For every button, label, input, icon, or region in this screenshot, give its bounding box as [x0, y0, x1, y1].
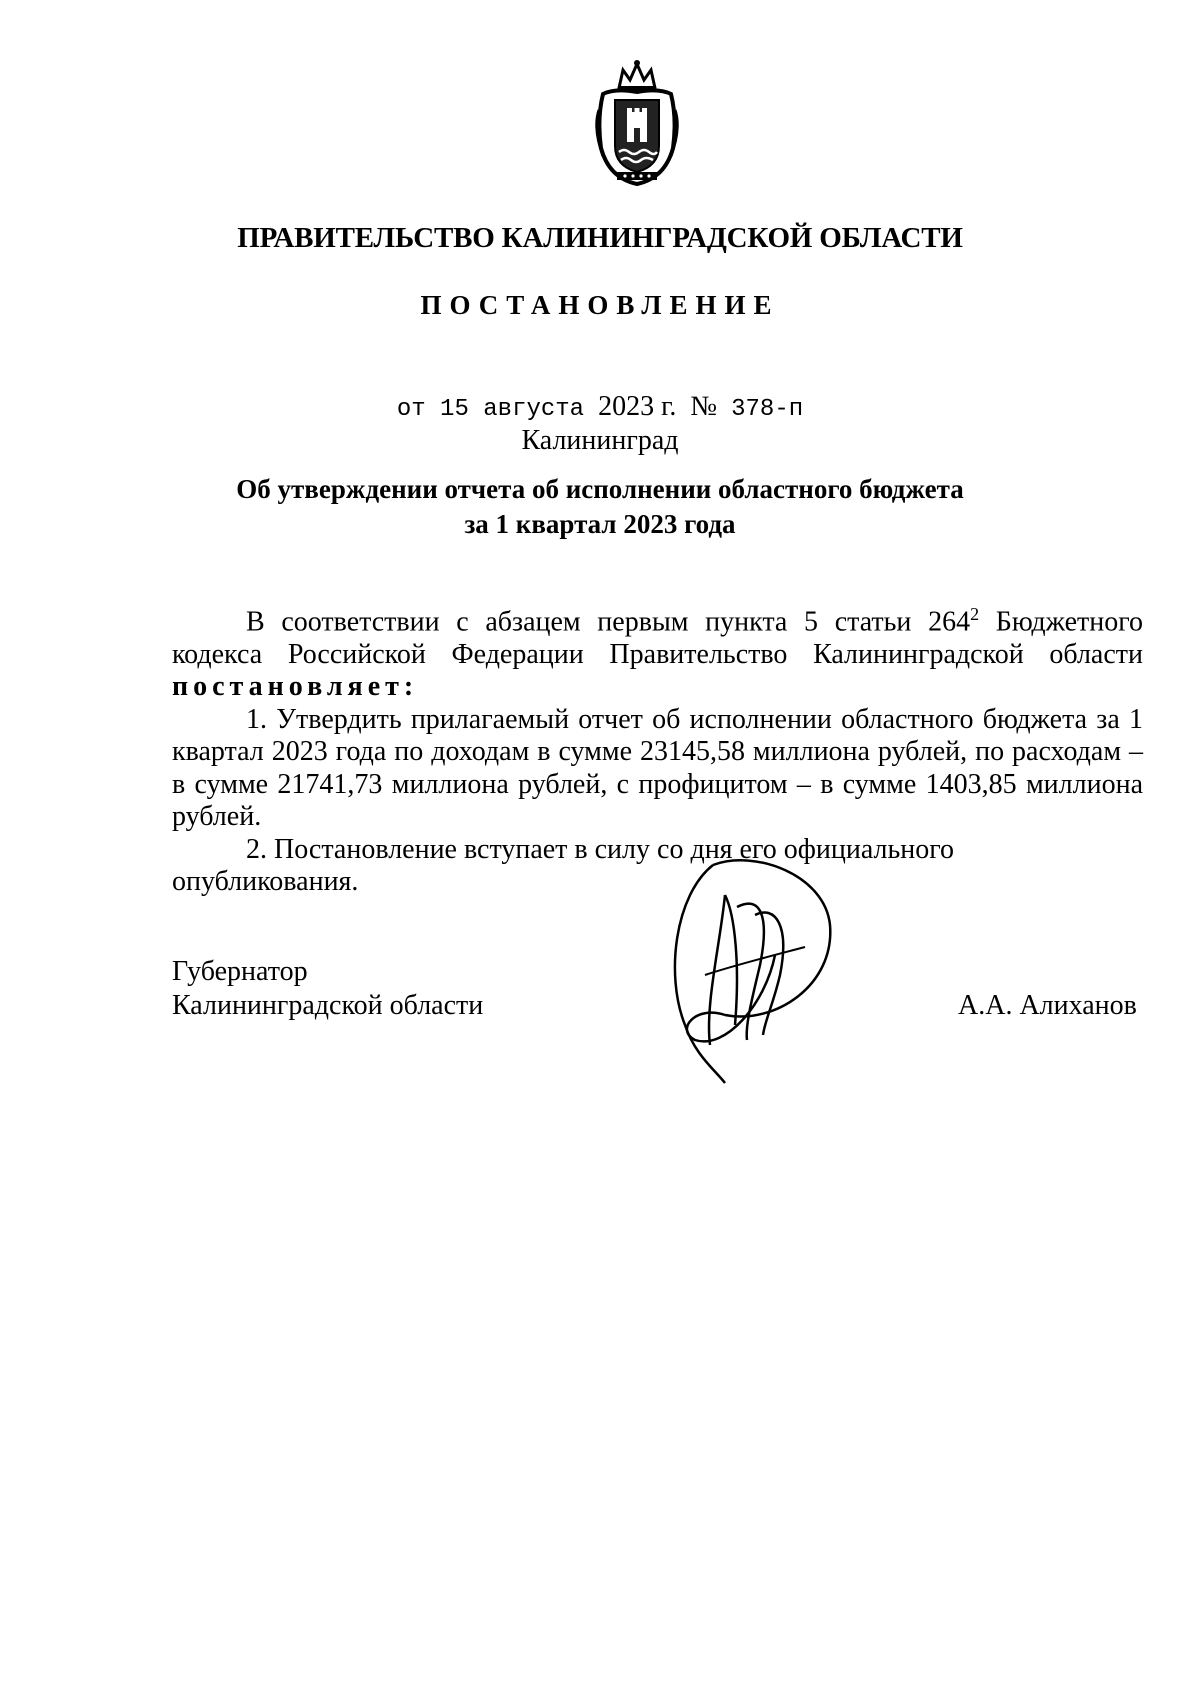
signatory-name: А.А. Алиханов	[958, 990, 1137, 1021]
document-body	[172, 598, 1143, 899]
date-year: 2023 г.	[598, 391, 677, 422]
subject-line-1: Об утверждении отчета об исполнении областного бюджета	[236, 474, 964, 504]
organization-title: ПРАВИТЕЛЬСТВО КАЛИНИНГРАДСКОЙ ОБЛАСТИ	[237, 222, 963, 254]
coat-of-arms-icon	[589, 58, 685, 186]
preamble-text: В соответствии с абзацем первым пункта 5 статьи 264	[246, 606, 971, 638]
signatory-title-line-1: Губернатор	[172, 956, 308, 987]
item-1-paragraph: 1. Утвердить прилагаемый отчет об исполнении областного бюджета за 1 квартал 2023 года по доходам в сумме 23145,58 миллиона рублей, по расходам – в сумме 21741,73 миллиона рублей, с профицитом – в сумме 1403,85 миллиона рублей.	[172, 703, 1143, 833]
preamble-text-2: Бюджетного кодекса Российской Федерации Правительство Калининградской области	[172, 606, 1144, 670]
date-prefix: от 15 августа	[396, 396, 585, 423]
item-2-paragraph: 2. Постановление вступает в силу со дня его официального опубликования.	[172, 833, 955, 898]
subject-line-2: за 1 квартал 2023 года	[464, 509, 736, 539]
signatory-title-line-2: Калининградской области	[172, 990, 484, 1021]
handwritten-signature-icon	[665, 855, 845, 1085]
article-superscript: 2	[970, 604, 980, 624]
decree-word: постановляет:	[172, 671, 419, 703]
date-line	[0, 391, 1200, 423]
signatory-title	[172, 955, 483, 1023]
document-number: 378-п	[731, 396, 804, 423]
number-sign: №	[690, 391, 718, 422]
preamble-paragraph	[172, 598, 1143, 704]
document-type: ПОСТАНОВЛЕНИЕ	[420, 290, 780, 320]
document-subject	[0, 472, 1200, 542]
city: Калининград	[521, 425, 679, 456]
